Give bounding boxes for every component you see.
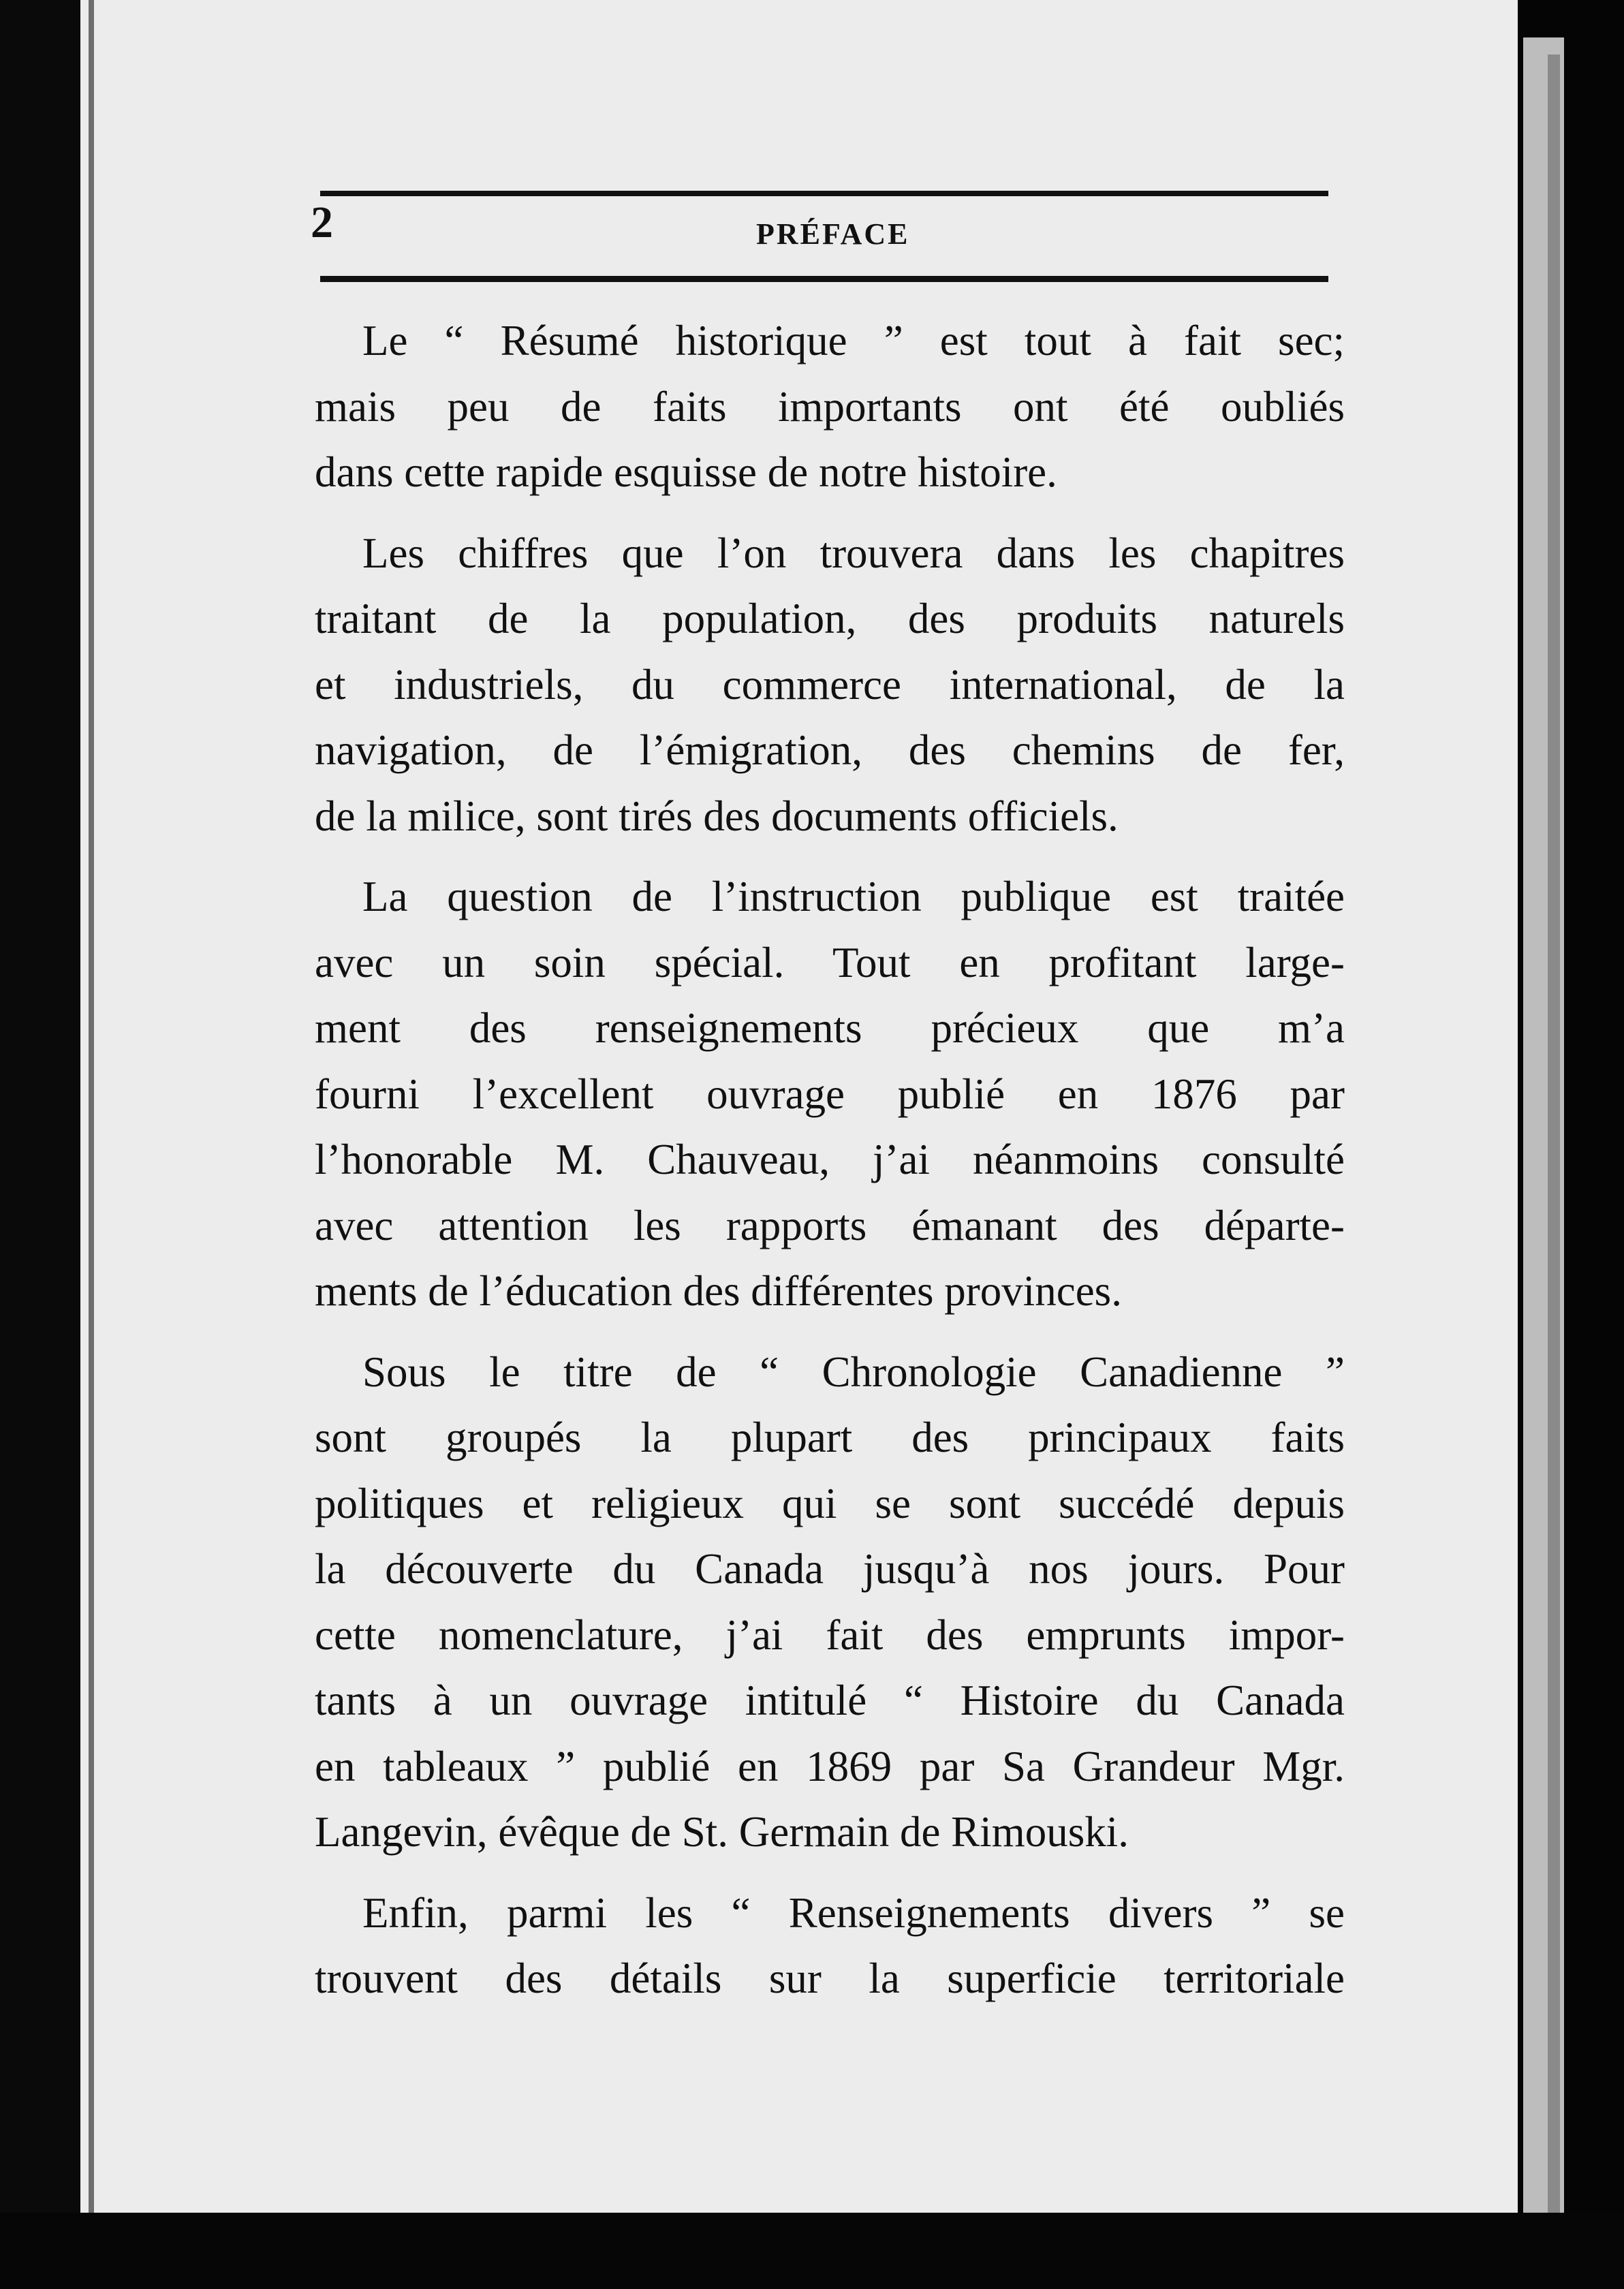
text-line: Sous le titre de “ Chronologie Canadienne ” <box>362 1348 1345 1396</box>
text-line: Enfin, parmi les “ Renseignements divers ” se <box>362 1888 1345 1937</box>
text-line: La question de l’instruction publique est traitée <box>362 873 1345 920</box>
next-page-edge-inner <box>1548 54 1560 2221</box>
text-line: trouvent des détails sur la superficie territoriale <box>315 1955 1345 2002</box>
text-line: de la milice, sont tirés des documents officiels. <box>315 792 1119 840</box>
text-line: la découverte du Canada jusqu’à nos jours. Pour <box>315 1545 1345 1593</box>
text-line: en tableaux ” publié en 1869 par Sa Grandeur Mgr. <box>315 1742 1345 1790</box>
text-line: et industriels, du commerce international, de la <box>315 660 1345 708</box>
paragraph-chronologie <box>315 1339 1345 1865</box>
text-line: politiques et religieux qui se sont succédé depuis <box>315 1479 1345 1527</box>
text-line: mais peu de faits importants ont été oubliés <box>315 382 1345 431</box>
text-line: navigation, de l’émigration, des chemins de fer, <box>315 726 1345 774</box>
paragraph-instruction <box>315 864 1345 1324</box>
text-line: avec attention les rapports émanant des départe- <box>315 1201 1345 1249</box>
text-line: Langevin, évêque de St. Germain de Rimouski. <box>315 1808 1129 1856</box>
page-number: 2 <box>311 198 333 247</box>
body-text <box>315 308 1345 2027</box>
text-line: ment des renseignements précieux que m’a <box>315 1004 1345 1052</box>
text-line: avec un soin spécial. Tout en profitant large- <box>315 938 1345 986</box>
text-line: tants à un ouvrage intitulé “ Histoire du Canada <box>315 1677 1345 1724</box>
text-line: Les chiffres que l’on trouvera dans les chapitres <box>362 529 1345 577</box>
text-line: Le “ Résumé historique ” est tout à fait sec; <box>362 317 1345 364</box>
text-line: sont groupés la plupart des principaux faits <box>315 1414 1345 1461</box>
binding-edge <box>89 0 94 2213</box>
text-line: l’honorable M. Chauveau, j’ai néanmoins consulté <box>315 1136 1345 1183</box>
text-line: ments de l’éducation des différentes provinces. <box>315 1267 1122 1315</box>
header-rule-top <box>320 191 1328 196</box>
scan-shadow-bottom <box>0 2213 1624 2289</box>
paragraph-chiffres <box>315 520 1345 850</box>
paragraph-resume <box>315 308 1345 505</box>
text-line: cette nomenclature, j’ai fait des emprunts impor- <box>315 1610 1345 1659</box>
header-rule-bottom <box>320 276 1328 282</box>
text-line: traitant de la population, des produits naturels <box>315 595 1345 642</box>
text-line: fourni l’excellent ouvrage publié en 1876 par <box>315 1070 1345 1118</box>
paragraph-enfin <box>315 1880 1345 2012</box>
running-title: PRÉFACE <box>756 217 910 251</box>
text-line: dans cette rapide esquisse de notre histoire. <box>315 448 1057 496</box>
